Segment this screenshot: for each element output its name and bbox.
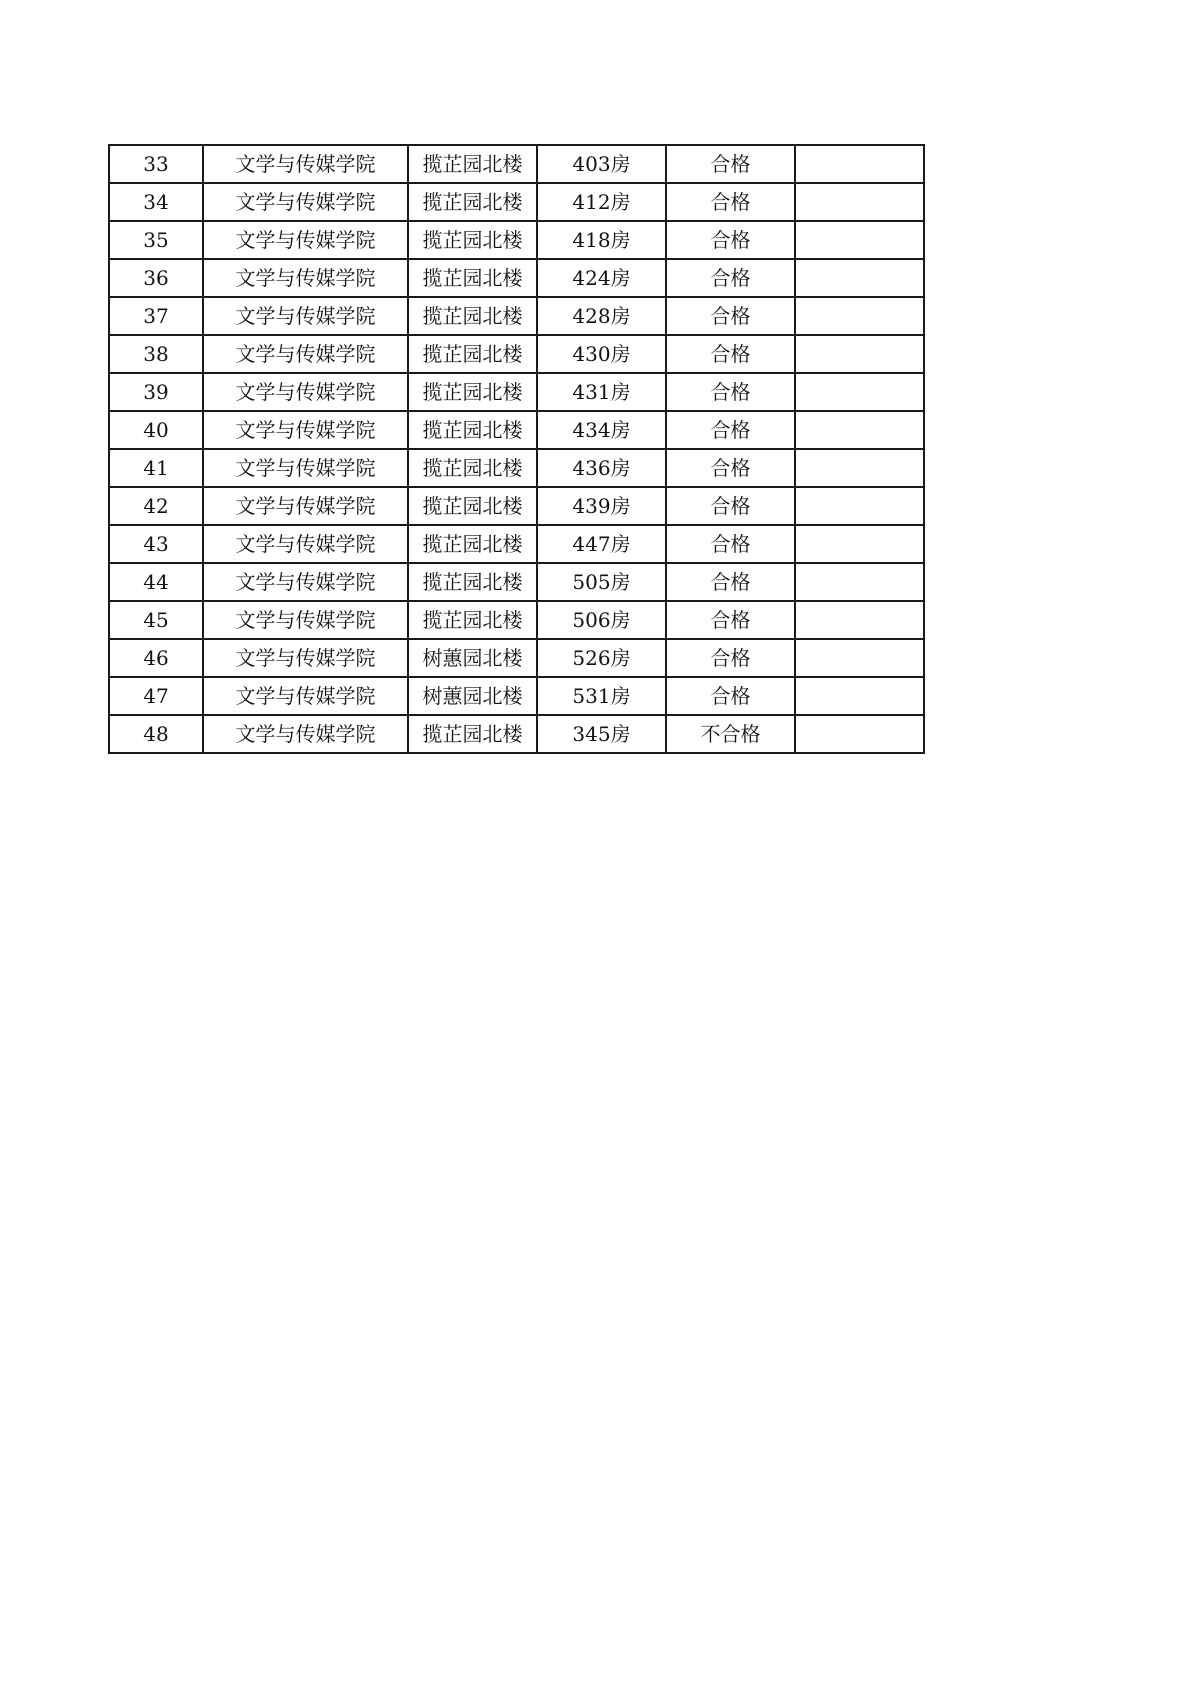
college-cell: 文学与传媒学院 <box>203 449 408 487</box>
table-row <box>109 715 924 753</box>
room-cell: 447房 <box>537 525 666 563</box>
result-cell: 合格 <box>666 487 795 525</box>
dormitory-inspection-sheet <box>108 144 925 754</box>
table-row <box>109 183 924 221</box>
row-number-cell: 43 <box>109 525 203 563</box>
table-row <box>109 639 924 677</box>
building-cell: 揽芷园北楼 <box>408 487 537 525</box>
room-cell: 439房 <box>537 487 666 525</box>
note-cell <box>795 373 924 411</box>
room-cell: 531房 <box>537 677 666 715</box>
college-cell: 文学与传媒学院 <box>203 183 408 221</box>
building-cell: 揽芷园北楼 <box>408 297 537 335</box>
row-number-cell: 46 <box>109 639 203 677</box>
result-cell: 合格 <box>666 259 795 297</box>
building-cell: 揽芷园北楼 <box>408 449 537 487</box>
row-number-cell: 37 <box>109 297 203 335</box>
building-cell: 树蕙园北楼 <box>408 677 537 715</box>
room-cell: 434房 <box>537 411 666 449</box>
note-cell <box>795 183 924 221</box>
result-cell: 合格 <box>666 601 795 639</box>
college-cell: 文学与传媒学院 <box>203 487 408 525</box>
building-cell: 揽芷园北楼 <box>408 525 537 563</box>
row-number-cell: 40 <box>109 411 203 449</box>
note-cell <box>795 487 924 525</box>
row-number-cell: 47 <box>109 677 203 715</box>
building-cell: 揽芷园北楼 <box>408 335 537 373</box>
college-cell: 文学与传媒学院 <box>203 639 408 677</box>
college-cell: 文学与传媒学院 <box>203 373 408 411</box>
room-cell: 345房 <box>537 715 666 753</box>
college-cell: 文学与传媒学院 <box>203 715 408 753</box>
college-cell: 文学与传媒学院 <box>203 221 408 259</box>
building-cell: 揽芷园北楼 <box>408 715 537 753</box>
room-cell: 412房 <box>537 183 666 221</box>
college-cell: 文学与传媒学院 <box>203 297 408 335</box>
room-cell: 526房 <box>537 639 666 677</box>
result-cell: 合格 <box>666 373 795 411</box>
note-cell <box>795 259 924 297</box>
room-cell: 430房 <box>537 335 666 373</box>
result-cell: 合格 <box>666 639 795 677</box>
note-cell <box>795 449 924 487</box>
building-cell: 揽芷园北楼 <box>408 563 537 601</box>
room-cell: 505房 <box>537 563 666 601</box>
table-row <box>109 487 924 525</box>
table-row <box>109 335 924 373</box>
result-cell: 合格 <box>666 677 795 715</box>
building-cell: 揽芷园北楼 <box>408 411 537 449</box>
result-cell: 合格 <box>666 145 795 183</box>
building-cell: 揽芷园北楼 <box>408 601 537 639</box>
result-cell: 合格 <box>666 525 795 563</box>
note-cell <box>795 297 924 335</box>
building-cell: 揽芷园北楼 <box>408 373 537 411</box>
row-number-cell: 35 <box>109 221 203 259</box>
room-cell: 418房 <box>537 221 666 259</box>
result-cell: 合格 <box>666 411 795 449</box>
college-cell: 文学与传媒学院 <box>203 525 408 563</box>
building-cell: 树蕙园北楼 <box>408 639 537 677</box>
college-cell: 文学与传媒学院 <box>203 411 408 449</box>
row-number-cell: 48 <box>109 715 203 753</box>
table-row <box>109 677 924 715</box>
table-row <box>109 449 924 487</box>
row-number-cell: 36 <box>109 259 203 297</box>
college-cell: 文学与传媒学院 <box>203 145 408 183</box>
result-cell: 合格 <box>666 297 795 335</box>
result-cell: 合格 <box>666 449 795 487</box>
college-cell: 文学与传媒学院 <box>203 563 408 601</box>
college-cell: 文学与传媒学院 <box>203 601 408 639</box>
row-number-cell: 34 <box>109 183 203 221</box>
note-cell <box>795 639 924 677</box>
row-number-cell: 42 <box>109 487 203 525</box>
row-number-cell: 39 <box>109 373 203 411</box>
result-cell: 合格 <box>666 221 795 259</box>
table-row <box>109 601 924 639</box>
note-cell <box>795 677 924 715</box>
room-cell: 431房 <box>537 373 666 411</box>
table-row <box>109 221 924 259</box>
room-cell: 403房 <box>537 145 666 183</box>
inspection-table <box>108 144 925 754</box>
row-number-cell: 44 <box>109 563 203 601</box>
room-cell: 506房 <box>537 601 666 639</box>
building-cell: 揽芷园北楼 <box>408 221 537 259</box>
inspection-table-body <box>109 145 924 753</box>
row-number-cell: 33 <box>109 145 203 183</box>
row-number-cell: 45 <box>109 601 203 639</box>
table-row <box>109 145 924 183</box>
table-row <box>109 373 924 411</box>
building-cell: 揽芷园北楼 <box>408 259 537 297</box>
building-cell: 揽芷园北楼 <box>408 145 537 183</box>
table-row <box>109 525 924 563</box>
result-cell: 合格 <box>666 183 795 221</box>
result-cell: 不合格 <box>666 715 795 753</box>
building-cell: 揽芷园北楼 <box>408 183 537 221</box>
row-number-cell: 38 <box>109 335 203 373</box>
result-cell: 合格 <box>666 563 795 601</box>
note-cell <box>795 715 924 753</box>
note-cell <box>795 563 924 601</box>
note-cell <box>795 601 924 639</box>
college-cell: 文学与传媒学院 <box>203 259 408 297</box>
college-cell: 文学与传媒学院 <box>203 335 408 373</box>
note-cell <box>795 145 924 183</box>
note-cell <box>795 335 924 373</box>
note-cell <box>795 411 924 449</box>
table-row <box>109 563 924 601</box>
result-cell: 合格 <box>666 335 795 373</box>
table-row <box>109 259 924 297</box>
room-cell: 424房 <box>537 259 666 297</box>
table-row <box>109 297 924 335</box>
room-cell: 428房 <box>537 297 666 335</box>
note-cell <box>795 525 924 563</box>
row-number-cell: 41 <box>109 449 203 487</box>
note-cell <box>795 221 924 259</box>
table-row <box>109 411 924 449</box>
room-cell: 436房 <box>537 449 666 487</box>
college-cell: 文学与传媒学院 <box>203 677 408 715</box>
